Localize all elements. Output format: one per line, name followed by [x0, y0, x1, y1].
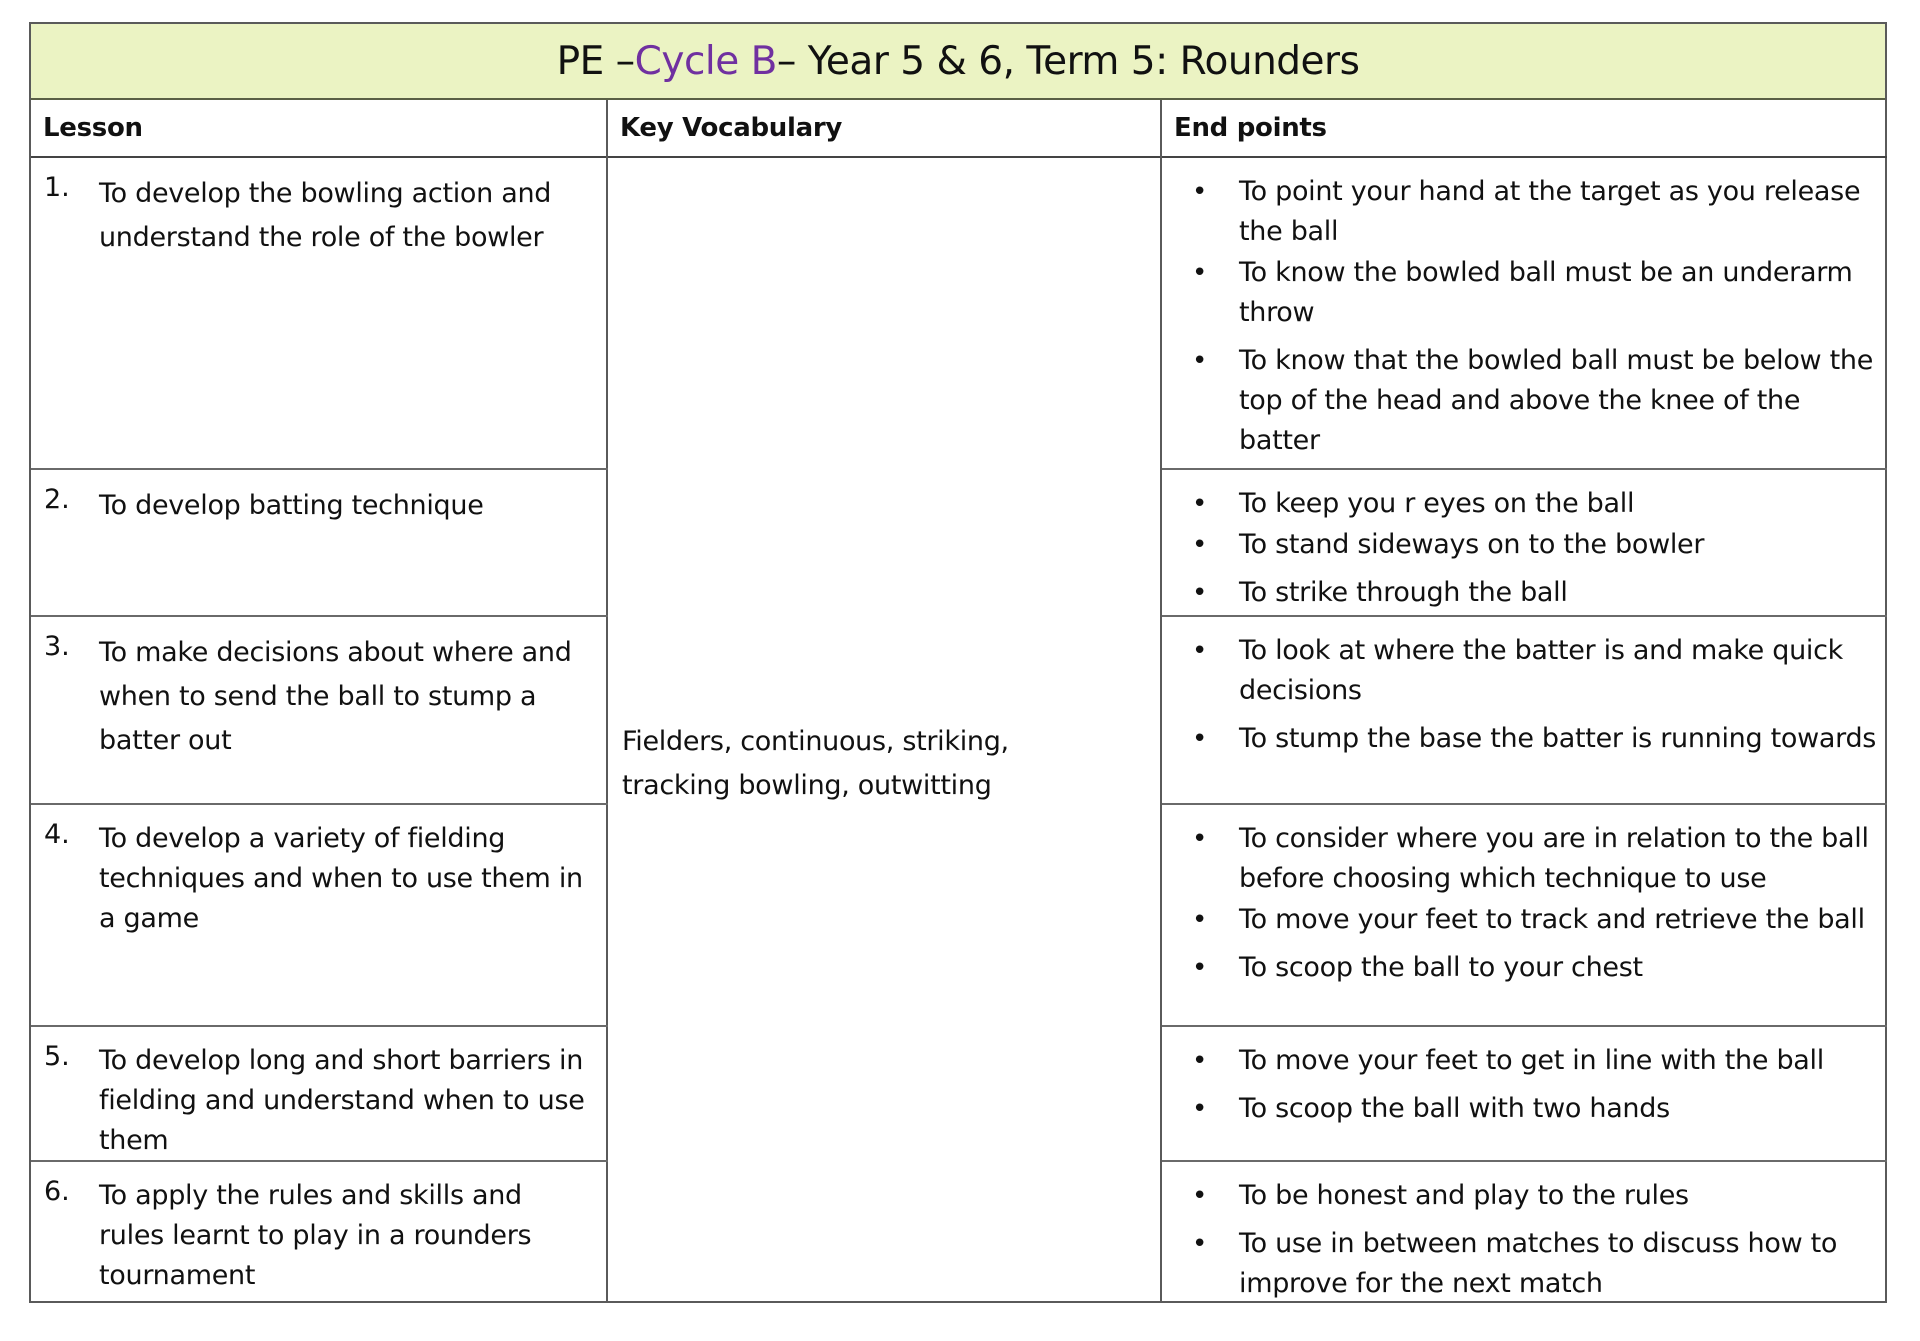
end-point-text: To be honest and play to the rules [1239, 1180, 1689, 1211]
bullet-icon: • [1192, 1181, 1208, 1211]
end-point-text: To stand sideways on to the bowler [1239, 529, 1705, 560]
lesson-number: 2. [44, 484, 70, 515]
header-end-points: End points [1162, 100, 1887, 158]
end-point-text: To keep you r eyes on the ball [1239, 488, 1635, 519]
bullet-icon: • [1192, 489, 1208, 519]
bullet-icon: • [1192, 1229, 1208, 1259]
lesson-cell [31, 470, 608, 617]
bullet-icon: • [1192, 905, 1208, 935]
end-points-cell [1162, 1027, 1887, 1162]
lesson-number: 1. [44, 172, 70, 203]
end-point-item [1162, 1176, 1877, 1216]
end-point-item [1162, 484, 1877, 524]
lesson-cell [31, 1027, 608, 1162]
lesson-number: 3. [44, 631, 70, 662]
lesson-objective: To make decisions about where and when to send the ball to stump a batter out [99, 637, 572, 756]
end-points-list [1162, 158, 1887, 461]
end-point-text: To know that the bowled ball must be below the top of the head and above the knee of the batter [1239, 345, 1874, 456]
bullet-icon: • [1192, 258, 1208, 288]
header-key-vocabulary: Key Vocabulary [608, 100, 1162, 158]
end-point-item [1162, 253, 1877, 333]
lesson-number: 5. [44, 1041, 70, 1072]
end-points-cell [1162, 470, 1887, 617]
lesson-objective: To develop a variety of fielding techniques and when to use them in a game [99, 823, 583, 934]
end-point-text: To strike through the ball [1239, 577, 1568, 608]
end-point-text: To stump the base the batter is running towards [1239, 723, 1877, 754]
lesson-number: 6. [44, 1176, 70, 1207]
end-point-item [1162, 525, 1877, 565]
end-point-item [1162, 719, 1877, 759]
end-point-text: To scoop the ball with two hands [1239, 1093, 1670, 1124]
end-point-text: To know the bowled ball must be an underarm throw [1239, 257, 1853, 328]
title-cycle: Cycle B [634, 38, 777, 84]
bullet-icon: • [1192, 530, 1208, 560]
page-title [31, 24, 1885, 100]
end-points-list [1162, 617, 1887, 759]
bullet-icon: • [1192, 1046, 1208, 1076]
lesson-objective: To develop long and short barriers in fielding and understand when to use them [99, 1045, 585, 1156]
end-point-text: To move your feet to get in line with the ball [1239, 1045, 1824, 1076]
title-prefix: PE – [556, 38, 635, 84]
end-points-cell [1162, 158, 1887, 470]
end-point-item [1162, 900, 1877, 940]
end-points-list [1162, 805, 1887, 988]
bullet-icon: • [1192, 177, 1208, 207]
lesson-objective: To apply the rules and skills and rules learnt to play in a rounders tournament [99, 1180, 532, 1291]
bullet-icon: • [1192, 578, 1208, 608]
end-point-item [1162, 1041, 1877, 1081]
curriculum-table [29, 22, 1887, 1303]
lesson-objective: To develop batting technique [99, 490, 484, 521]
end-points-list [1162, 1162, 1887, 1304]
end-point-item [1162, 1089, 1877, 1129]
end-point-text: To consider where you are in relation to the ball before choosing which technique to use [1239, 823, 1869, 894]
end-point-item [1162, 631, 1877, 711]
end-point-item [1162, 948, 1877, 988]
end-points-list [1162, 1027, 1887, 1129]
end-point-item [1162, 819, 1877, 899]
end-points-cell [1162, 805, 1887, 1027]
bullet-icon: • [1192, 636, 1208, 666]
lesson-cell [31, 158, 608, 470]
end-points-cell [1162, 1162, 1887, 1303]
lesson-number: 4. [44, 819, 70, 850]
bullet-icon: • [1192, 724, 1208, 754]
lesson-cell [31, 617, 608, 805]
end-point-item [1162, 341, 1877, 461]
bullet-icon: • [1192, 824, 1208, 854]
end-point-text: To use in between matches to discuss how to improve for the next match [1239, 1228, 1838, 1299]
bullet-icon: • [1192, 953, 1208, 983]
lesson-cell [31, 1162, 608, 1303]
end-points-cell [1162, 617, 1887, 805]
end-point-text: To point your hand at the target as you release the ball [1239, 176, 1861, 247]
end-point-item [1162, 172, 1877, 252]
bullet-icon: • [1192, 1094, 1208, 1124]
bullet-icon: • [1192, 346, 1208, 376]
lesson-cell [31, 805, 608, 1027]
end-point-text: To move your feet to track and retrieve the ball [1239, 904, 1865, 935]
end-points-list [1162, 470, 1887, 613]
key-vocabulary-text: Fielders, continuous, striking, tracking bowling, outwitting [622, 726, 1009, 801]
lesson-objective: To develop the bowling action and understand the role of the bowler [99, 178, 552, 253]
header-lesson: Lesson [31, 100, 608, 158]
end-point-text: To look at where the batter is and make quick decisions [1239, 635, 1844, 706]
end-point-item [1162, 573, 1877, 613]
end-point-text: To scoop the ball to your chest [1239, 952, 1643, 983]
end-point-item [1162, 1224, 1877, 1304]
title-suffix: – Year 5 & 6, Term 5: Rounders [776, 38, 1360, 84]
